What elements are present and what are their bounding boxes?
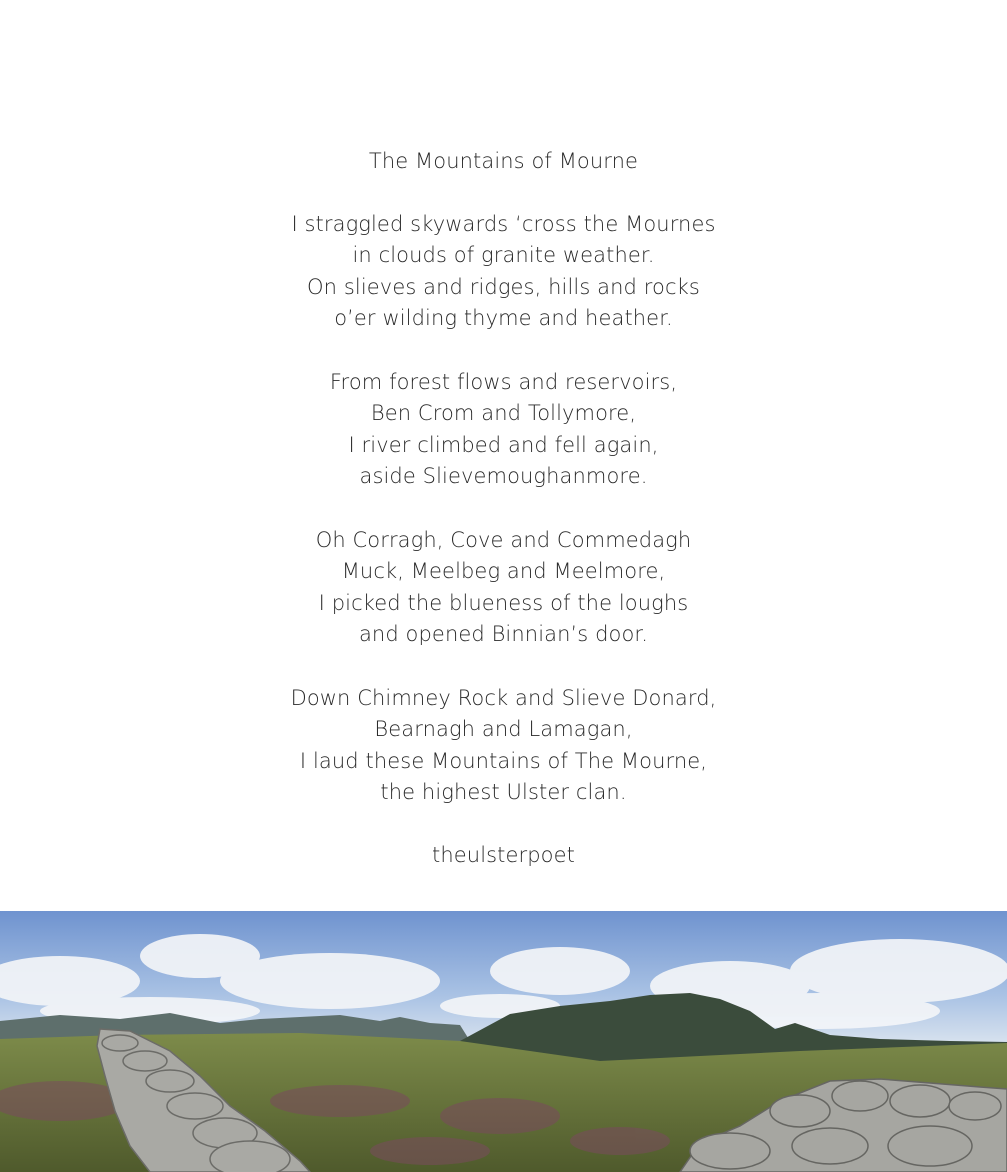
poem-line: in clouds of granite weather. bbox=[352, 243, 655, 268]
poem-line: and opened Binnian’s door. bbox=[358, 622, 649, 647]
poem-line: Ben Crom and Tollymore, bbox=[370, 401, 637, 426]
poem-line: I laud these Mountains of The Mourne, bbox=[299, 748, 708, 773]
poem-line: Muck, Meelbeg and Meelmore, bbox=[341, 559, 666, 584]
stanza-2 bbox=[0, 367, 1007, 493]
poem-line: aside Slievemoughanmore. bbox=[359, 464, 648, 489]
stanza-4 bbox=[0, 683, 1007, 809]
poem-line: Down Chimney Rock and Slieve Donard, bbox=[290, 685, 717, 710]
poem-title: The Mountains of Mourne bbox=[368, 149, 639, 173]
poem-line: From forest flows and reservoirs, bbox=[329, 369, 678, 394]
poem-line: I picked the blueness of the loughs bbox=[318, 590, 689, 615]
author-signature: theulsterpoet bbox=[432, 843, 575, 868]
poem-line: Oh Corragh, Cove and Commedagh bbox=[315, 527, 692, 552]
poem-line: On slieves and ridges, hills and rocks bbox=[307, 274, 700, 299]
stanza-1 bbox=[0, 209, 1007, 335]
poem-line: Bearnagh and Lamagan, bbox=[374, 717, 633, 742]
poem-line: o’er wilding thyme and heather. bbox=[334, 306, 673, 331]
landscape-image bbox=[0, 911, 1007, 1172]
poem-line: the highest Ulster clan. bbox=[380, 780, 627, 805]
poem-line: I river climbed and fell again, bbox=[348, 432, 659, 457]
poem bbox=[0, 146, 1007, 872]
stanza-3 bbox=[0, 525, 1007, 651]
mourne-panorama-photo bbox=[0, 911, 1007, 1172]
poem-line: I straggled skywards ‘cross the Mournes bbox=[291, 211, 716, 236]
